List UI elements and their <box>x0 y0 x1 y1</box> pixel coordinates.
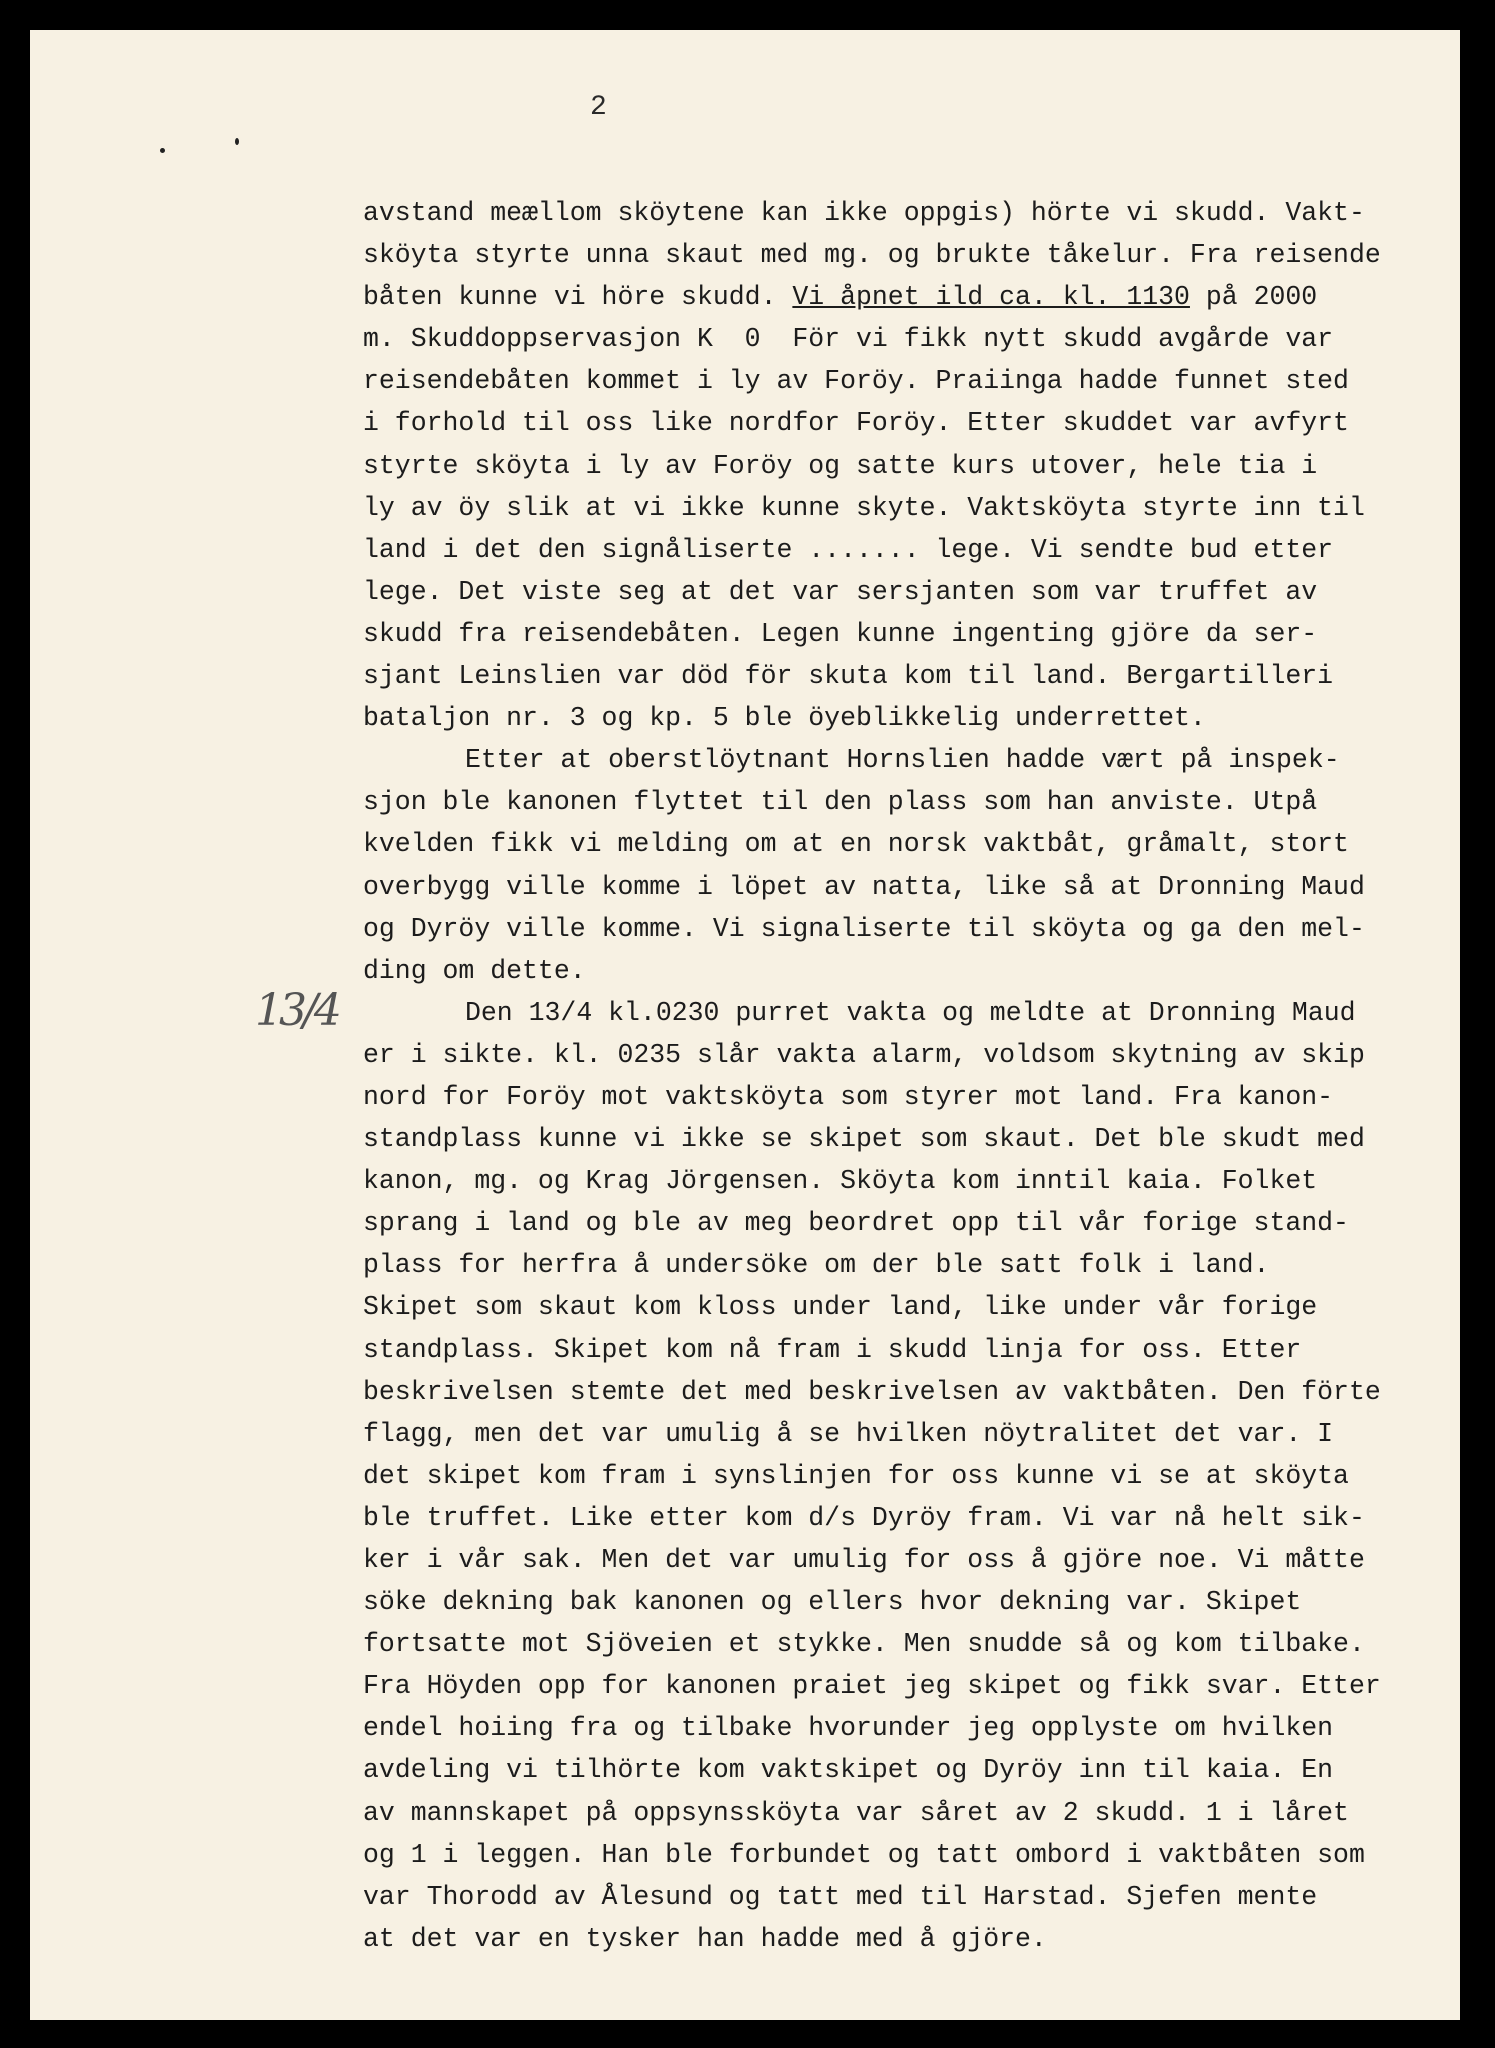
text-line: skudd fra reisendebåten. Legen kunne ingenting gjöre da ser- <box>363 618 1318 649</box>
text-line: land i det den signåliserte ....... lege. Vi sendte bud etter <box>363 534 1334 565</box>
text-line: sjant Leinslien var död för skuta kom til land. Bergartilleri <box>363 661 1334 692</box>
text-line: sprang i land og ble av meg beordret opp til vår forige stand- <box>363 1208 1349 1239</box>
text-line: av mannskapet på oppsynssköyta var såret av 2 skudd. 1 i låret <box>363 1797 1349 1828</box>
text-line: standplass kunne vi ikke se skipet som skaut. Det ble skudt med <box>363 1124 1365 1155</box>
text-line: styrte sköyta i ly av Foröy og satte kurs utover, hele tia i <box>363 450 1318 481</box>
text-line: bataljon nr. 3 og kp. 5 ble öyeblikkelig underrettet. <box>363 703 1206 734</box>
text-line: kvelden fikk vi melding om at en norsk vaktbåt, gråmalt, stort <box>363 829 1349 860</box>
text-line: ble truffet. Like etter kom d/s Dyröy fram. Vi var nå helt sik- <box>363 1502 1365 1533</box>
text-line: nord for Foröy mot vaktsköyta som styrer mot land. Fra kanon- <box>363 1081 1334 1112</box>
text-line: Etter at oberstlöytnant Hornslien hadde vært på inspek- <box>465 745 1340 776</box>
text-line: beskrivelsen stemte det med beskrivelsen av vaktbåten. Den förte <box>363 1376 1381 1407</box>
text-line: at det var en tysker han hadde med å gjöre. <box>363 1923 1047 1954</box>
text-line: Fra Höyden opp for kanonen praiet jeg skipet og fikk svar. Etter <box>363 1671 1381 1702</box>
text-line: Den 13/4 kl.0230 purret vakta og meldte at Dronning Maud <box>465 997 1356 1028</box>
text-line: ly av öy slik at vi ikke kunne skyte. Vaktsköyta styrte inn til <box>363 492 1365 523</box>
text-line: söke dekning bak kanonen og ellers hvor dekning var. Skipet <box>363 1587 1302 1618</box>
text-line: m. Skuddoppservasjon K 0 För vi fikk nytt skudd avgårde var <box>363 324 1334 355</box>
document-page <box>30 30 1460 2020</box>
text-line: lege. Det viste seg at det var sersjanten som var truffet av <box>363 576 1318 607</box>
page-number: 2 <box>590 92 607 123</box>
text-line: det skipet kom fram i synslinjen for oss kunne vi se at sköyta <box>363 1460 1349 1491</box>
text-line: fortsatte mot Sjöveien et stykke. Men snudde så og kom tilbake. <box>363 1629 1365 1660</box>
text-line: og Dyröy ville komme. Vi signaliserte til sköyta og ga den mel- <box>363 913 1365 944</box>
text-line: i forhold til oss like nordfor Foröy. Etter skuddet var avfyrt <box>363 408 1349 439</box>
text-line: flagg, men det var umulig å se hvilken nöytralitet det var. I <box>363 1418 1334 1449</box>
text-line: reisendebåten kommet i ly av Foröy. Praiinga hadde funnet sted <box>363 366 1349 397</box>
text-line: ding om dette. <box>363 955 586 986</box>
text-line: var Thorodd av Ålesund og tatt med til Harstad. Sjefen mente <box>363 1881 1318 1912</box>
underlined-text: Vi åpnet ild ca. kl. 1130 <box>792 282 1190 313</box>
text-segment: båten kunne vi höre skudd. <box>363 282 793 313</box>
text-line: Skipet som skaut kom kloss under land, like under vår forige <box>363 1292 1318 1323</box>
text-line: og 1 i leggen. Han ble forbundet og tatt ombord i vaktbåten som <box>363 1839 1365 1870</box>
text-line: sjon ble kanonen flyttet til den plass som han anviste. Utpå <box>363 787 1318 818</box>
text-line: kanon, mg. og Krag Jörgensen. Sköyta kom inntil kaia. Folket <box>363 1166 1318 1197</box>
text-line: endel hoiing fra og tilbake hvorunder jeg opplyste om hvilken <box>363 1713 1334 1744</box>
text-line: standplass. Skipet kom nå fram i skudd linja for oss. Etter <box>363 1334 1302 1365</box>
text-line: sköyta styrte unna skaut med mg. og brukte tåkelur. Fra reisende <box>363 240 1381 271</box>
typed-body-text <box>363 192 1460 1960</box>
ink-dot <box>160 148 165 153</box>
text-segment: på 2000 <box>1189 282 1318 313</box>
text-line: avstand meællom sköytene kan ikke oppgis) hörte vi skudd. Vakt- <box>363 198 1365 228</box>
text-line: ker i vår sak. Men det var umulig for oss å gjöre noe. Vi måtte <box>363 1545 1365 1575</box>
margin-date-note: 13/4 <box>255 985 338 1036</box>
text-line <box>363 276 1460 318</box>
text-line: overbygg ville komme i löpet av natta, like så at Dronning Maud <box>363 871 1365 902</box>
text-line: avdeling vi tilhörte kom vaktskipet og Dyröy inn til kaia. En <box>363 1755 1334 1786</box>
ink-mark <box>235 138 239 145</box>
text-line: er i sikte. kl. 0235 slår vakta alarm, voldsom skytning av skip <box>363 1039 1365 1070</box>
text-line: plass for herfra å undersöke om der ble satt folk i land. <box>363 1250 1270 1281</box>
